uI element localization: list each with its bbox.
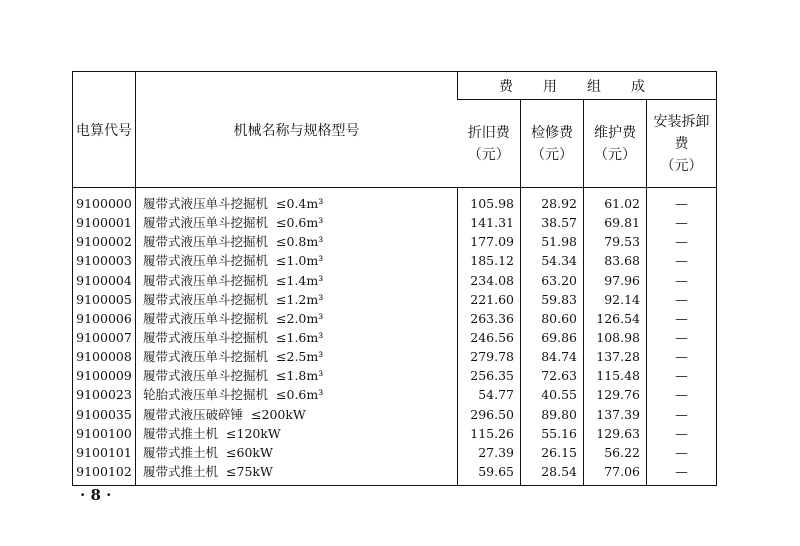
install-cell: — [647, 271, 717, 290]
overhaul-cell: 89.80 [521, 405, 584, 424]
depreciation-column-header [458, 100, 521, 188]
machine-code-cell: 9100004 [76, 272, 132, 288]
table-row [73, 385, 717, 404]
machine-code-cell: 9100005 [76, 291, 132, 307]
machine-name: 履带式液压单斗挖掘机 [143, 253, 269, 269]
machine-code-cell: 9100000 [76, 196, 132, 212]
overhaul-cell: 54.34 [521, 251, 584, 270]
maintenance-cell: 83.68 [584, 251, 647, 270]
maintenance-cell: 129.63 [584, 424, 647, 443]
maintenance-cell: 61.02 [584, 188, 647, 214]
depreciation-cell: 256.35 [458, 366, 521, 385]
machine-code-cell: 9100023 [76, 387, 132, 403]
overhaul-unit: （元） [531, 146, 573, 163]
machine-code-cell: 9100003 [76, 253, 132, 269]
machine-spec: ≤75kW [226, 464, 273, 480]
depreciation-cell: 27.39 [458, 443, 521, 462]
machine-spec: ≤0.8m³ [276, 234, 324, 250]
depreciation-cell: 105.98 [458, 188, 521, 214]
table-row [73, 290, 717, 309]
machine-name: 轮胎式液压单斗挖掘机 [143, 387, 269, 403]
table-row [73, 232, 717, 251]
install-cell: — [647, 232, 717, 251]
machine-name-cell [136, 462, 458, 486]
machine-spec: ≤2.5m³ [276, 349, 324, 365]
maintenance-unit: （元） [594, 146, 636, 163]
machine-name-cell [136, 290, 458, 309]
overhaul-column-header [521, 100, 584, 188]
install-cell: — [647, 290, 717, 309]
maintenance-cell: 137.28 [584, 347, 647, 366]
table-row [73, 188, 717, 214]
table-row [73, 347, 717, 366]
machine-name-cell [136, 328, 458, 347]
install-cell: — [647, 309, 717, 328]
depreciation-label: 折旧费 [467, 124, 510, 141]
machine-code-cell: 9100102 [76, 464, 132, 480]
table-row [73, 443, 717, 462]
depreciation-cell: 279.78 [458, 347, 521, 366]
code-column-header: 电算代号 [73, 72, 136, 188]
install-cell: — [647, 366, 717, 385]
maintenance-cell: 69.81 [584, 213, 647, 232]
machine-spec: ≤120kW [226, 425, 281, 441]
name-column-header: 机械名称与规格型号 [136, 72, 458, 188]
depreciation-cell: 234.08 [458, 271, 521, 290]
table-row [73, 271, 717, 290]
machine-spec: ≤1.4m³ [276, 272, 324, 288]
machinery-cost-table [72, 71, 717, 486]
machine-name-cell [136, 424, 458, 443]
overhaul-cell: 80.60 [521, 309, 584, 328]
maintenance-cell: 108.98 [584, 328, 647, 347]
depreciation-unit: （元） [467, 146, 510, 163]
overhaul-cell: 84.74 [521, 347, 584, 366]
machine-name-cell [136, 405, 458, 424]
table-body [73, 188, 717, 486]
machine-spec: ≤0.6m³ [276, 215, 324, 231]
maintenance-cell: 77.06 [584, 462, 647, 486]
maintenance-cell: 126.54 [584, 309, 647, 328]
install-cell: — [647, 328, 717, 347]
machine-name-cell [136, 213, 458, 232]
table-row [73, 424, 717, 443]
machine-spec: ≤1.8m³ [276, 368, 324, 384]
install-cell: — [647, 251, 717, 270]
machine-name-cell [136, 309, 458, 328]
machine-spec: ≤0.6m³ [276, 387, 324, 403]
machine-code-cell: 9100008 [76, 349, 132, 365]
machine-name-cell [136, 232, 458, 251]
machine-name-cell [136, 443, 458, 462]
table-row [73, 251, 717, 270]
depreciation-cell: 54.77 [458, 385, 521, 404]
machine-name: 履带式液压破碎锤 [143, 406, 244, 422]
maintenance-cell: 92.14 [584, 290, 647, 309]
overhaul-cell: 38.57 [521, 213, 584, 232]
install-column-header [647, 100, 717, 188]
depreciation-cell: 185.12 [458, 251, 521, 270]
machine-name: 履带式液压单斗挖掘机 [143, 215, 269, 231]
overhaul-cell: 28.54 [521, 462, 584, 486]
machine-name: 履带式液压单斗挖掘机 [143, 291, 269, 307]
table-row [73, 328, 717, 347]
machine-spec: ≤2.0m³ [276, 310, 324, 326]
install-cell: — [647, 424, 717, 443]
install-cell: — [647, 213, 717, 232]
install-cell: — [647, 347, 717, 366]
overhaul-cell: 51.98 [521, 232, 584, 251]
maintenance-cell: 79.53 [584, 232, 647, 251]
machine-code-cell: 9100009 [76, 368, 132, 384]
install-cell: — [647, 385, 717, 404]
machine-name-cell [136, 347, 458, 366]
maintenance-column-header [584, 100, 647, 188]
maintenance-cell: 115.48 [584, 366, 647, 385]
machine-name-cell [136, 385, 458, 404]
maintenance-cell: 129.76 [584, 385, 647, 404]
depreciation-cell: 246.56 [458, 328, 521, 347]
install-unit: （元） [660, 157, 703, 174]
machine-name: 履带式液压单斗挖掘机 [143, 349, 269, 365]
machine-spec: ≤1.6m³ [276, 330, 324, 346]
maintenance-cell: 56.22 [584, 443, 647, 462]
depreciation-cell: 296.50 [458, 405, 521, 424]
machine-code-cell: 9100100 [76, 425, 132, 441]
overhaul-cell: 63.20 [521, 271, 584, 290]
machine-spec: ≤1.2m³ [276, 291, 324, 307]
table-row [73, 213, 717, 232]
machine-name-cell [136, 366, 458, 385]
overhaul-cell: 59.83 [521, 290, 584, 309]
install-cell: — [647, 462, 717, 486]
cost-group-header: 费用组成 [458, 72, 717, 100]
machine-name: 履带式推土机 [143, 444, 219, 460]
overhaul-cell: 26.15 [521, 443, 584, 462]
table-row [73, 366, 717, 385]
machine-name: 履带式液压单斗挖掘机 [143, 234, 269, 250]
maintenance-cell: 137.39 [584, 405, 647, 424]
overhaul-cell: 28.92 [521, 188, 584, 214]
overhaul-cell: 40.55 [521, 385, 584, 404]
machine-spec: ≤0.4m³ [276, 196, 324, 212]
page-number: · 8 · [80, 486, 112, 504]
machine-name: 履带式液压单斗挖掘机 [143, 272, 269, 288]
machine-name: 履带式液压单斗挖掘机 [143, 368, 269, 384]
machine-name: 履带式推土机 [143, 464, 219, 480]
table-row [73, 309, 717, 328]
depreciation-cell: 221.60 [458, 290, 521, 309]
depreciation-cell: 141.31 [458, 213, 521, 232]
machine-name-cell [136, 251, 458, 270]
depreciation-cell: 177.09 [458, 232, 521, 251]
depreciation-cell: 115.26 [458, 424, 521, 443]
machine-code-cell: 9100001 [76, 215, 132, 231]
install-cell: — [647, 405, 717, 424]
machine-name: 履带式液压单斗挖掘机 [143, 196, 269, 212]
machine-name-cell [136, 271, 458, 290]
overhaul-cell: 55.16 [521, 424, 584, 443]
depreciation-cell: 263.36 [458, 309, 521, 328]
machine-name-cell [136, 188, 458, 214]
machine-code-cell: 9100101 [76, 444, 132, 460]
maintenance-cell: 97.96 [584, 271, 647, 290]
machine-name: 履带式液压单斗挖掘机 [143, 310, 269, 326]
machine-spec: ≤1.0m³ [276, 253, 324, 269]
machine-name: 履带式推土机 [143, 425, 219, 441]
machine-code-cell: 9100006 [76, 310, 132, 326]
table-row [73, 462, 717, 486]
machine-code-cell: 9100002 [76, 234, 132, 250]
machine-name: 履带式液压单斗挖掘机 [143, 330, 269, 346]
machine-code-cell: 9100007 [76, 330, 132, 346]
machine-spec: ≤60kW [226, 444, 273, 460]
overhaul-cell: 69.86 [521, 328, 584, 347]
install-cell: — [647, 443, 717, 462]
overhaul-cell: 72.63 [521, 366, 584, 385]
install-cell: — [647, 188, 717, 214]
table-row [73, 405, 717, 424]
maintenance-label: 维护费 [594, 124, 636, 141]
install-label: 安装拆卸费 [653, 113, 710, 152]
depreciation-cell: 59.65 [458, 462, 521, 486]
machine-spec: ≤200kW [251, 406, 306, 422]
overhaul-label: 检修费 [531, 124, 573, 141]
machine-code-cell: 9100035 [76, 406, 132, 422]
